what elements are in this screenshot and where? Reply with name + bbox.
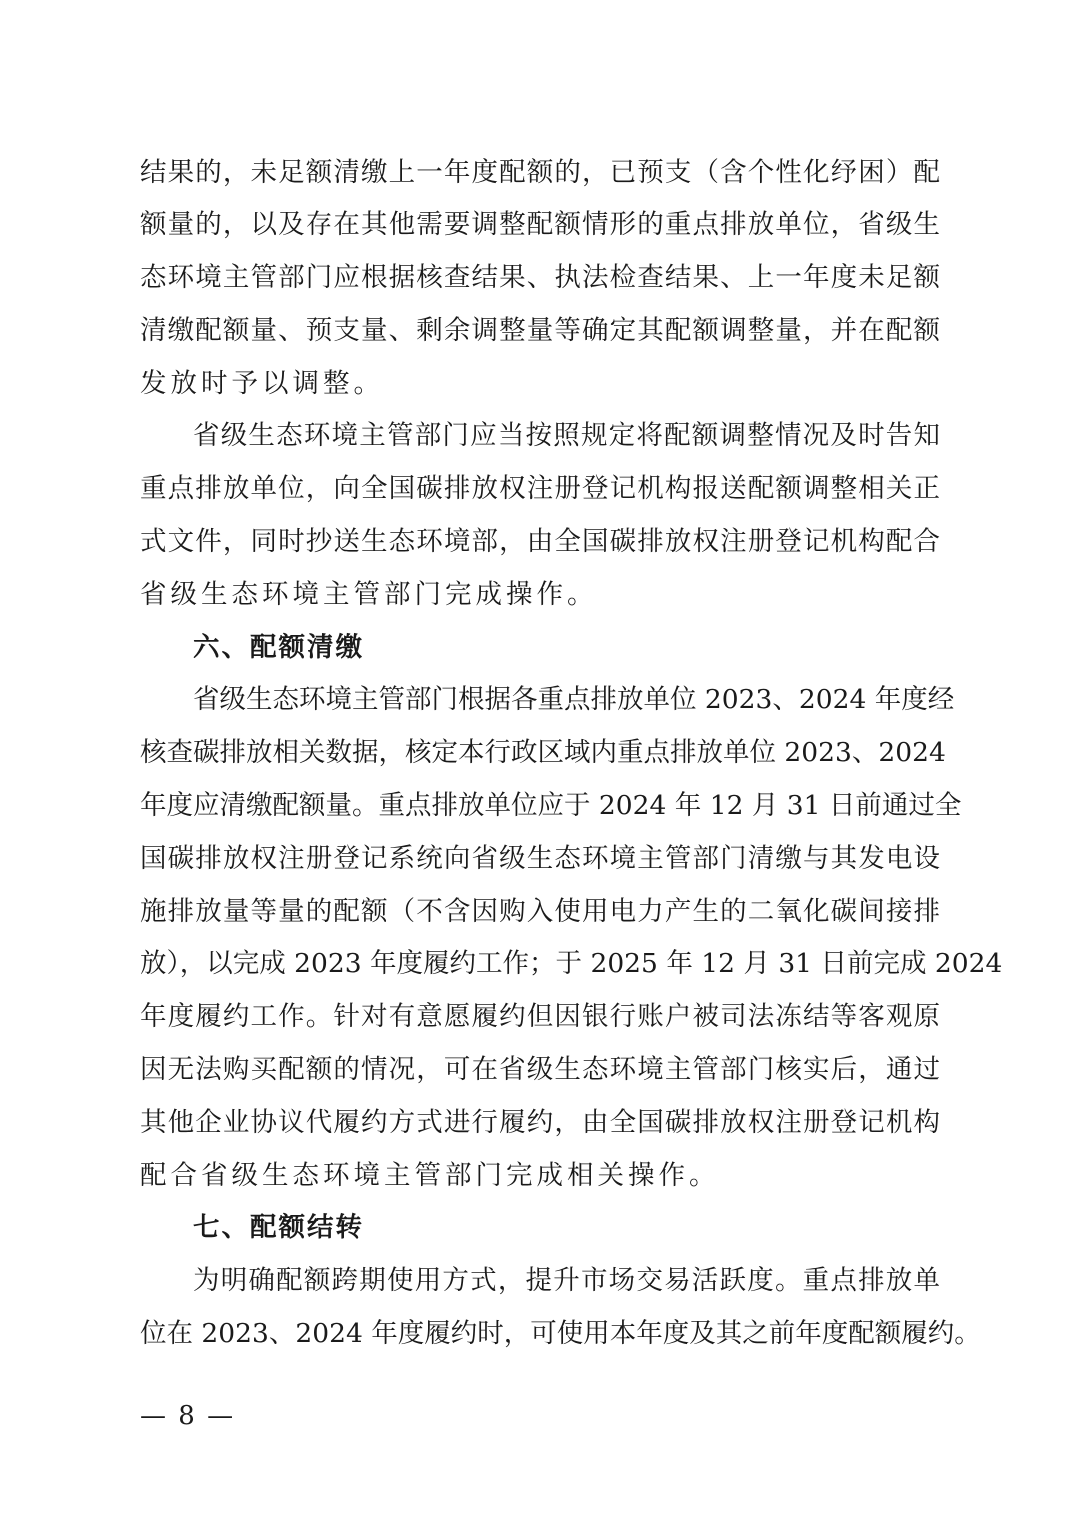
paragraph-line: 式文件，同时抄送生态环境部，由全国碳排放权注册登记机构配合 <box>140 526 940 557</box>
section-heading-allowance-carryover: 七、配额结转 <box>193 1212 364 1243</box>
paragraph-line: 国碳排放权注册登记系统向省级生态环境主管部门清缴与其发电设 <box>140 843 940 874</box>
page-number: — 8 — <box>140 1401 236 1431</box>
paragraph-line: 年度履约工作。针对有意愿履约但因银行账户被司法冻结等客观原 <box>140 1001 940 1032</box>
section-heading-allowance-surrender: 六、配额清缴 <box>193 632 364 663</box>
paragraph-line: 其他企业协议代履约方式进行履约，由全国碳排放权注册登记机构 <box>140 1107 940 1138</box>
paragraph-line: 施排放量等量的配额（不含因购入使用电力产生的二氧化碳间接排 <box>140 896 940 927</box>
paragraph-line: 位在 2023、2024 年度履约时，可使用本年度及其之前年度配额履约。 <box>140 1318 981 1349</box>
paragraph-line: 核查碳排放相关数据，核定本行政区域内重点排放单位 2023、2024 <box>140 737 946 768</box>
paragraph-line: 省级生态环境主管部门根据各重点排放单位 2023、2024 年度经 <box>193 684 955 715</box>
paragraph-line: 省级生态环境主管部门完成操作。 <box>140 579 598 610</box>
paragraph-line: 省级生态环境主管部门应当按照规定将配额调整情况及时告知 <box>193 420 940 451</box>
paragraph-line: 年度应清缴配额量。重点排放单位应于 2024 年 12 月 31 日前通过全 <box>140 790 962 821</box>
paragraph-line: 配合省级生态环境主管部门完成相关操作。 <box>140 1160 720 1191</box>
paragraph-line: 为明确配额跨期使用方式，提升市场交易活跃度。重点排放单 <box>193 1265 940 1296</box>
paragraph-line: 清缴配额量、预支量、剩余调整量等确定其配额调整量，并在配额 <box>140 315 940 346</box>
paragraph-line: 发放时予以调整。 <box>140 368 384 399</box>
paragraph-line: 放），以完成 2023 年度履约工作；于 2025 年 12 月 31 日前完成 2024 <box>140 948 1003 979</box>
paragraph-line: 重点排放单位，向全国碳排放权注册登记机构报送配额调整相关正 <box>140 473 940 504</box>
paragraph-line: 额量的，以及存在其他需要调整配额情形的重点排放单位，省级生 <box>140 209 940 240</box>
paragraph-line: 结果的，未足额清缴上一年度配额的，已预支（含个性化纾困）配 <box>140 157 940 188</box>
paragraph-line: 因无法购买配额的情况，可在省级生态环境主管部门核实后，通过 <box>140 1054 940 1085</box>
paragraph-line: 态环境主管部门应根据核查结果、执法检查结果、上一年度未足额 <box>140 262 940 293</box>
